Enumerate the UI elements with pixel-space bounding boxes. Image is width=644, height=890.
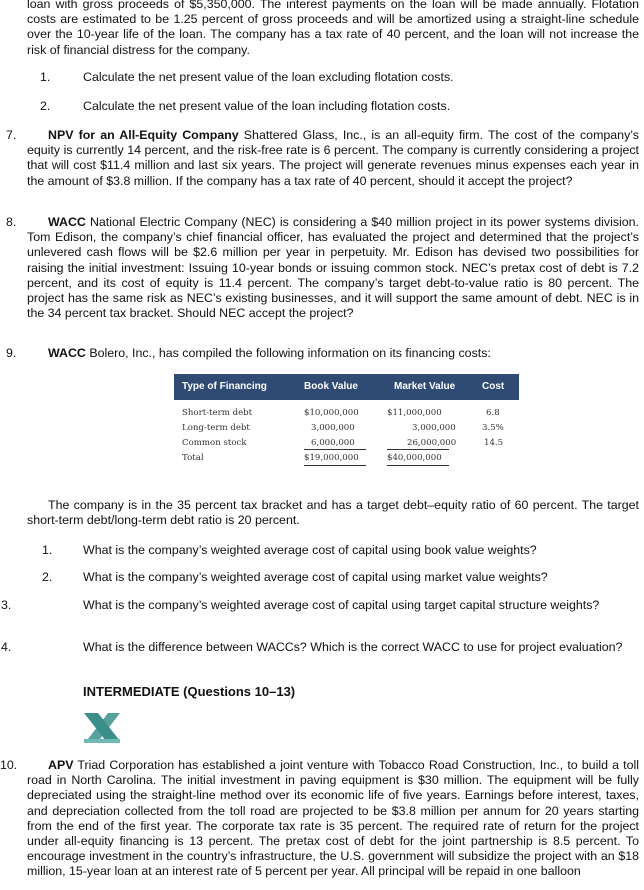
header-market-value: Market Value — [394, 381, 456, 392]
cell-book: $10,000,000 — [304, 408, 359, 418]
question-9-text — [27, 346, 639, 361]
item-text: What is the company’s weighted average cost of capital using market value weights? — [83, 570, 548, 584]
header-type: Type of Financing — [182, 381, 267, 392]
question-7-number: 7. — [6, 128, 17, 142]
item-number: 1. — [40, 70, 51, 84]
item-text: Calculate the net present value of the loan including flotation costs. — [83, 99, 451, 113]
cell-cost: 6.8 — [486, 408, 500, 418]
subtotal-rule — [387, 449, 449, 450]
item-number: 2. — [42, 570, 53, 584]
header-book-value: Book Value — [304, 381, 358, 392]
item-text: Calculate the net present value of the loan excluding flotation costs. — [83, 70, 454, 84]
cell-book: 3,000,000 — [311, 423, 355, 433]
section-heading: INTERMEDIATE (Questions 10–13) — [83, 684, 296, 699]
question-7-title: NPV for an All-Equity Company — [48, 128, 239, 142]
total-rule — [387, 465, 449, 466]
cell-type: Long-term debt — [182, 423, 250, 433]
subtotal-rule — [304, 449, 366, 450]
item-text: What is the company’s weighted average cost of capital using book value weights? — [83, 543, 537, 557]
item-number: 3. — [1, 598, 12, 612]
question-8-body: National Electric Company (NEC) is considering a $40 million project in its power systems division. Tom Edison, the company’s chief financial officer, has evaluated the project and determined that the project’s unlevered cash flows will be $2.6 million per year in perpetuity. Mr. Edison has devised two possibilities for raising the initial investment: Issuing 10-year bonds or issuing common stock. NEC’s pretax cost of debt is 7.2 percent, and its cost of equity is 11.4 percent. The company’s target debt-to-value ratio is 80 percent. The project has the same risk as NEC’s existing businesses, and it will support the same amount of debt. NEC is in the 34 percent tax bracket. Should NEC accept the project? — [27, 215, 640, 321]
q9-item-4 — [1, 640, 640, 655]
question-7-body: Shattered Glass, Inc., is an all-equity firm. The cost of the company’s equity is currently 14 percent, and the risk-free rate is 6 percent. The company is currently considering a project that will cost $11.4 million and last six years. The project will generate revenues minus expenses each year in the amount of $3.8 million. If the company has a tax rate of 40 percent, should it accept the project? — [27, 128, 639, 188]
question-10-text — [27, 758, 639, 880]
cell-book: 6,000,000 — [311, 438, 355, 448]
cell-market: 26,000,000 — [407, 438, 457, 448]
item-text: What is the difference between WACCs? Which is the correct WACC to use for project evaluation? — [83, 640, 623, 654]
q9-item-1 — [42, 543, 537, 558]
cell-cost: 3.5% — [482, 423, 504, 433]
cell-type: Total — [182, 453, 204, 463]
cell-cost: 14.5 — [484, 438, 504, 448]
cell-market: $11,000,000 — [387, 408, 442, 418]
question-9-body: Bolero, Inc., has compiled the following information on its financing costs: — [89, 346, 491, 360]
intro-item-2 — [40, 99, 451, 114]
cell-type: Common stock — [182, 438, 247, 448]
question-8-number: 8. — [6, 215, 17, 229]
cell-market: $40,000,000 — [387, 453, 442, 463]
cell-market: 3,000,000 — [412, 423, 456, 433]
intro-paragraph: loan with gross proceeds of $5,350,000. The interest payments on the loan will be made annually. Flotation costs are estimated to be 1.25 percent of gross proceeds and will be amortized using a straight-line schedule over the 10-year life of the loan. The company has a tax rate of 40 percent, and the loan will not increase the risk of financial distress for the company. — [27, 0, 639, 57]
item-number: 4. — [1, 640, 12, 654]
q9-item-2 — [42, 570, 548, 585]
question-8-title: WACC — [48, 215, 86, 229]
question-9-title: WACC — [48, 346, 86, 360]
cell-type: Short-term debt — [182, 408, 253, 418]
item-number: 2. — [40, 99, 51, 113]
question-8-text — [27, 215, 639, 321]
cell-book: $19,000,000 — [304, 453, 359, 463]
intro-item-1 — [40, 70, 454, 85]
question-9-number: 9. — [6, 346, 17, 360]
question-10-body: Triad Corporation has established a joint venture with Tobacco Road Construction, Inc., to build a toll road in North Carolina. The initial investment in paving equipment is $30 million. The equipment will be fully depreciated using the straight-line method over its economic life of five years. Earnings before interest, taxes, and depreciation collected from the toll road are projected to be $3.8 million per annum for 20 years starting from the end of the first year. The corporate tax rate is 35 percent. The required rate of return for the project under all-equity financing is 13 percent. The pretax cost of debt for the joint partnership is 8.5 percent. To encourage investment in the country’s infrastructure, the U.S. government will subsidize the project with an $18 million, 15-year loan at an interest rate of 5 percent per year. All principal will be repaid in one balloon — [27, 758, 639, 879]
question-9-followup: The company is in the 35 percent tax bracket and has a target debt–equity ratio of 60 percent. The target short-term debt/long-term debt ratio is 20 percent. — [27, 498, 639, 528]
section-logo-icon — [82, 709, 122, 745]
total-rule — [304, 465, 366, 466]
table-header — [174, 374, 519, 400]
q9-item-3 — [1, 598, 640, 613]
item-text: What is the company’s weighted average cost of capital using target capital structure weights? — [83, 598, 600, 612]
question-10-title: APV — [48, 758, 74, 772]
header-cost: Cost — [482, 381, 505, 392]
question-7-text — [27, 128, 639, 189]
financing-table — [174, 374, 519, 472]
item-number: 1. — [42, 543, 53, 557]
question-10-number: 10. — [0, 758, 18, 772]
